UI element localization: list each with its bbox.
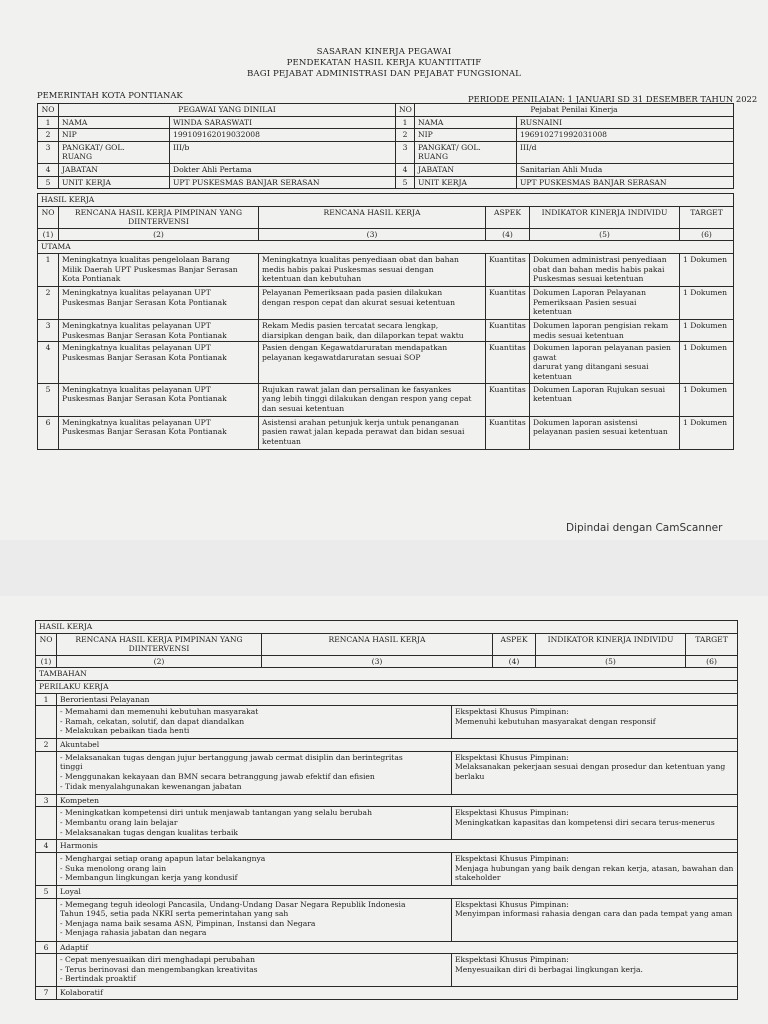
perilaku-title: Harmonis bbox=[57, 840, 738, 853]
field-label: JABATAN bbox=[59, 163, 170, 176]
col-header-aspek: ASPEK bbox=[493, 633, 536, 655]
row-aspek: Kuantitas bbox=[486, 286, 530, 319]
row-indikator: Dokumen laporan pengisian rekam medis sesuai ketentuan bbox=[530, 319, 680, 341]
document-title bbox=[0, 47, 768, 80]
pegawai-no-header: NO bbox=[38, 104, 59, 117]
col-header-rencana: RENCANA HASIL KERJA bbox=[259, 206, 486, 228]
col-number: (6) bbox=[680, 228, 734, 241]
row-rencana: Rekam Medis pasien tercatat secara lengkap, diarsipkan dengan baik, dan dilaporkan tepat waktu bbox=[259, 319, 486, 341]
hasil-kerja-label: HASIL KERJA bbox=[38, 194, 734, 207]
row-no: 5 bbox=[396, 176, 415, 189]
title-line: PENDEKATAN HASIL KERJA KUANTITATIF bbox=[286, 58, 482, 68]
row-no: 2 bbox=[38, 129, 59, 142]
section-utama: UTAMA bbox=[38, 241, 734, 254]
col-header-aspek: ASPEK bbox=[486, 206, 530, 228]
row-rencana: Pasien dengan Kegawatdaruratan mendapatkan pelayanan kegawatdaruratan sesuai SOP bbox=[259, 342, 486, 383]
col-header-pimpinan: RENCANA HASIL KERJA PIMPINAN YANG DIINTERVENSI bbox=[57, 633, 262, 655]
row-pimpinan: Meningkatnya kualitas pelayanan UPT Puskesmas Banjar Serasan Kota Pontianak bbox=[59, 286, 259, 319]
row-aspek: Kuantitas bbox=[486, 416, 530, 449]
penilai-nama: RUSNAINI bbox=[517, 116, 734, 129]
col-number: (6) bbox=[686, 655, 738, 668]
penilai-jabatan: Sanitarian Ahli Muda bbox=[517, 163, 734, 176]
row-target: 1 Dokumen bbox=[680, 253, 734, 286]
row-no: 3 bbox=[38, 141, 59, 163]
row-target: 1 Dokumen bbox=[680, 319, 734, 341]
camscanner-watermark: Dipindai dengan CamScanner bbox=[566, 522, 723, 534]
identity-table bbox=[37, 103, 734, 189]
perilaku-title: Kompeten bbox=[57, 794, 738, 807]
row-rencana: Asistensi arahan petunjuk kerja untuk penanganan pasien rawat jalan kepada perawat dan bidan sesuai ketentuan bbox=[259, 416, 486, 449]
row-aspek: Kuantitas bbox=[486, 342, 530, 383]
perilaku-no: 2 bbox=[36, 739, 57, 752]
perilaku-items: - Cepat menyesuaikan diri menghadapi perubahan - Terus berinovasi dan mengembangkan kreativitas - Bertindak proaktif bbox=[57, 954, 452, 987]
row-target: 1 Dokumen bbox=[680, 383, 734, 416]
row-no: 6 bbox=[38, 416, 59, 449]
col-number: (1) bbox=[36, 655, 57, 668]
title-line: SASARAN KINERJA PEGAWAI bbox=[316, 47, 452, 57]
row-no: 1 bbox=[38, 116, 59, 129]
hasil-kerja-table bbox=[37, 193, 734, 450]
perilaku-no: 4 bbox=[36, 840, 57, 853]
penilai-nip: 196910271992031008 bbox=[517, 129, 734, 142]
section-perilaku: PERILAKU KERJA bbox=[36, 680, 738, 693]
col-number: (3) bbox=[262, 655, 493, 668]
penilai-unit-kerja: UPT PUSKESMAS BANJAR SERASAN bbox=[517, 176, 734, 189]
row-no: 3 bbox=[396, 141, 415, 163]
perilaku-ekspektasi: Ekspektasi Khusus Pimpinan: Menjaga hubungan yang baik dengan rekan kerja, atasan, bawahan dan stakeholder bbox=[452, 852, 738, 885]
row-indikator: Dokumen laporan asistensi pelayanan pasien sesuai ketentuan bbox=[530, 416, 680, 449]
col-number: (5) bbox=[530, 228, 680, 241]
pegawai-header: PEGAWAI YANG DINILAI bbox=[59, 104, 396, 117]
field-label: NAMA bbox=[59, 116, 170, 129]
perilaku-no: 6 bbox=[36, 941, 57, 954]
row-aspek: Kuantitas bbox=[486, 383, 530, 416]
col-number: (2) bbox=[57, 655, 262, 668]
col-number: (4) bbox=[493, 655, 536, 668]
pegawai-nip: 199109162019032008 bbox=[170, 129, 396, 142]
perilaku-ekspektasi: Ekspektasi Khusus Pimpinan: Memenuhi kebutuhan masyarakat dengan responsif bbox=[452, 706, 738, 739]
pegawai-nama: WINDA SARASWATI bbox=[170, 116, 396, 129]
pegawai-unit-kerja: UPT PUSKESMAS BANJAR SERASAN bbox=[170, 176, 396, 189]
row-no: 2 bbox=[396, 129, 415, 142]
perilaku-title: Kolaboratif bbox=[57, 987, 738, 1000]
perilaku-no: 7 bbox=[36, 987, 57, 1000]
perilaku-title: Berorientasi Pelayanan bbox=[57, 693, 738, 706]
perilaku-ekspektasi: Ekspektasi Khusus Pimpinan: Meningkatkan kapasitas dan kompetensi diri secara terus-menerus bbox=[452, 807, 738, 840]
field-label: NIP bbox=[59, 129, 170, 142]
row-pimpinan: Meningkatnya kualitas pelayanan UPT Puskesmas Banjar Serasan Kota Pontianak bbox=[59, 383, 259, 416]
field-label: NAMA bbox=[415, 116, 517, 129]
row-pimpinan: Meningkatnya kualitas pelayanan UPT Puskesmas Banjar Serasan Kota Pontianak bbox=[59, 342, 259, 383]
title-line: BAGI PEJABAT ADMINISTRASI DAN PEJABAT FUNGSIONAL bbox=[247, 69, 521, 79]
perilaku-no: 1 bbox=[36, 693, 57, 706]
col-header-target: TARGET bbox=[686, 633, 738, 655]
row-indikator: Dokumen administrasi penyediaan obat dan bahan medis habis pakai Puskesmas sesuai ketentuan bbox=[530, 253, 680, 286]
perilaku-no: 5 bbox=[36, 885, 57, 898]
row-rencana: Rujukan rawat jalan dan persalinan ke fasyankes yang lebih tinggi dilakukan dengan respon yang cepat dan sesuai ketentuan bbox=[259, 383, 486, 416]
periode-label: PERIODE PENILAIAN: 1 JANUARI SD 31 DESEMBER TAHUN 2022 bbox=[468, 94, 758, 104]
row-no: 2 bbox=[38, 286, 59, 319]
col-number: (2) bbox=[59, 228, 259, 241]
row-aspek: Kuantitas bbox=[486, 319, 530, 341]
row-target: 1 Dokumen bbox=[680, 286, 734, 319]
perilaku-no: 3 bbox=[36, 794, 57, 807]
row-indikator: Dokumen Laporan Pelayanan Pemeriksaan Pasien sesuai ketentuan bbox=[530, 286, 680, 319]
field-label: NIP bbox=[415, 129, 517, 142]
row-no: 5 bbox=[38, 176, 59, 189]
col-header-rencana: RENCANA HASIL KERJA bbox=[262, 633, 493, 655]
field-label: UNIT KERJA bbox=[59, 176, 170, 189]
perilaku-ekspektasi: Ekspektasi Khusus Pimpinan: Menyesuaikan diri di berbagai lingkungan kerja. bbox=[452, 954, 738, 987]
row-aspek: Kuantitas bbox=[486, 253, 530, 286]
col-number: (3) bbox=[259, 228, 486, 241]
col-header-pimpinan: RENCANA HASIL KERJA PIMPINAN YANG DIINTERVENSI bbox=[59, 206, 259, 228]
pegawai-jabatan: Dokter Ahli Pertama bbox=[170, 163, 396, 176]
row-rencana: Meningkatnya kualitas penyediaan obat dan bahan medis habis pakai Puskesmas sesuai dengan ketentuan dan kebutuhan bbox=[259, 253, 486, 286]
row-no: 4 bbox=[396, 163, 415, 176]
row-pimpinan: Meningkatnya kualitas pengelolaan Barang Milik Daerah UPT Puskesmas Banjar Serasan Kota Pontianak bbox=[59, 253, 259, 286]
row-rencana: Pelayanan Pemeriksaan pada pasien dilakukan dengan respon cepat dan akurat sesuai ketentuan bbox=[259, 286, 486, 319]
hasil-kerja-label: HASIL KERJA bbox=[36, 621, 738, 634]
row-no: 4 bbox=[38, 163, 59, 176]
perilaku-title: Akuntabel bbox=[57, 739, 738, 752]
col-header-no: NO bbox=[36, 633, 57, 655]
penilai-pangkat: III/d bbox=[517, 141, 734, 163]
instansi-label: PEMERINTAH KOTA PONTIANAK bbox=[37, 90, 183, 100]
document-page-2 bbox=[0, 596, 768, 1024]
row-pimpinan: Meningkatnya kualitas pelayanan UPT Puskesmas Banjar Serasan Kota Pontianak bbox=[59, 319, 259, 341]
perilaku-items: - Memegang teguh ideologi Pancasila, Undang-Undang Dasar Negara Republik Indonesia Tahun 1945, setia pada NKRI serta pemerintahan yang sah - Menjaga nama baik sesama ASN, Pimpinan, Instansi dan Negara - Menjaga rahasia jabatan dan negara bbox=[57, 898, 452, 941]
row-no: 5 bbox=[38, 383, 59, 416]
field-label: PANGKAT/ GOL. RUANG bbox=[59, 141, 170, 163]
penilai-no-header: NO bbox=[396, 104, 415, 117]
row-pimpinan: Meningkatnya kualitas pelayanan UPT Puskesmas Banjar Serasan Kota Pontianak bbox=[59, 416, 259, 449]
row-target: 1 Dokumen bbox=[680, 342, 734, 383]
penilai-header: Pejabat Penilai Kinerja bbox=[415, 104, 734, 117]
row-no: 4 bbox=[38, 342, 59, 383]
page-gap bbox=[0, 540, 768, 596]
perilaku-title: Loyal bbox=[57, 885, 738, 898]
perilaku-items: - Melaksanakan tugas dengan jujur bertanggung jawab cermat disiplin dan berintegritas tinggi - Menggunakan kekayaan dan BMN secara betranggung jawab efektif dan efisien - Tidak menyalahgunakan kewenangan jabatan bbox=[57, 751, 452, 794]
perilaku-items: - Memahami dan memenuhi kebutuhan masyarakat - Ramah, cekatan, solutif, dan dapat diandalkan - Melakukan pebaikan tiada henti bbox=[57, 706, 452, 739]
perilaku-items: - Meningkatkan kompetensi diri untuk menjawab tantangan yang selalu berubah - Membantu orang lain belajar - Melaksanakan tugas dengan kualitas terbaik bbox=[57, 807, 452, 840]
row-no: 1 bbox=[396, 116, 415, 129]
perilaku-ekspektasi: Ekspektasi Khusus Pimpinan: Melaksanakan pekerjaan sesuai dengan prosedur dan ketentuan yang berlaku bbox=[452, 751, 738, 794]
perilaku-table bbox=[35, 620, 738, 1000]
col-header-no: NO bbox=[38, 206, 59, 228]
perilaku-ekspektasi: Ekspektasi Khusus Pimpinan: Menyimpan informasi rahasia dengan cara dan pada tempat yang aman bbox=[452, 898, 738, 941]
perilaku-title: Adaptif bbox=[57, 941, 738, 954]
col-header-indikator: INDIKATOR KINERJA INDIVIDU bbox=[530, 206, 680, 228]
field-label: UNIT KERJA bbox=[415, 176, 517, 189]
field-label: JABATAN bbox=[415, 163, 517, 176]
col-number: (5) bbox=[536, 655, 686, 668]
row-target: 1 Dokumen bbox=[680, 416, 734, 449]
field-label: PANGKAT/ GOL. RUANG bbox=[415, 141, 517, 163]
col-header-indikator: INDIKATOR KINERJA INDIVIDU bbox=[536, 633, 686, 655]
section-tambahan: TAMBAHAN bbox=[36, 668, 738, 681]
col-number: (1) bbox=[38, 228, 59, 241]
col-number: (4) bbox=[486, 228, 530, 241]
perilaku-items: - Menghargai setiap orang apapun latar belakangnya - Suka menolong orang lain - Membangun lingkungan kerja yang kondusif bbox=[57, 852, 452, 885]
row-no: 3 bbox=[38, 319, 59, 341]
col-header-target: TARGET bbox=[680, 206, 734, 228]
pegawai-pangkat: III/b bbox=[170, 141, 396, 163]
row-indikator: Dokumen laporan pelayanan pasien gawat darurat yang ditangani sesuai ketentuan bbox=[530, 342, 680, 383]
row-indikator: Dokumen Laporan Rujukan sesuai ketentuan bbox=[530, 383, 680, 416]
row-no: 1 bbox=[38, 253, 59, 286]
